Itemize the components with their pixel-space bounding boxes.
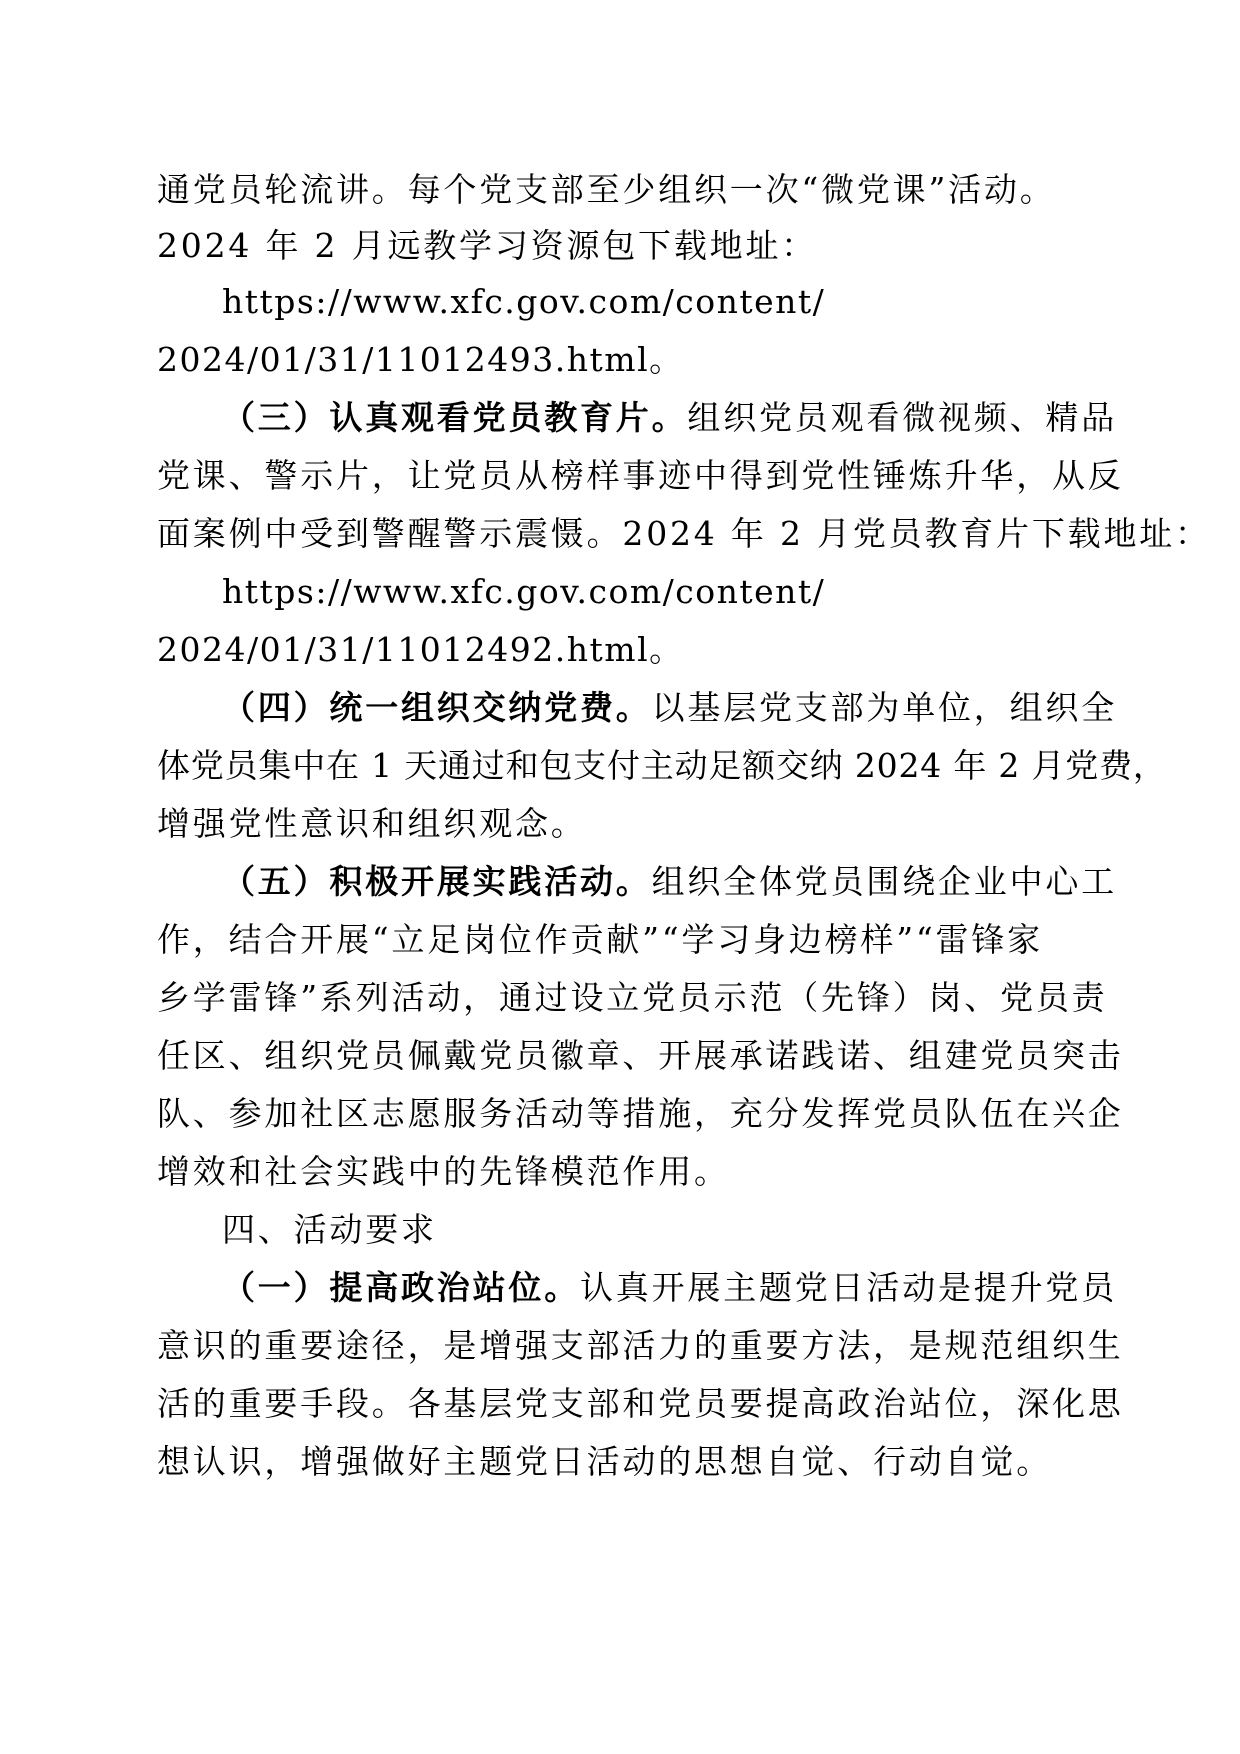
section-heading: （五）积极开展实践活动。	[222, 862, 652, 901]
paragraph-line	[222, 1268, 1117, 1308]
text-line: 面案例中受到警醒警示震慑。2024 年 2 月党员教育片下载地址：	[157, 514, 1211, 553]
text-line: 2024 年 2 月远教学习资源包下载地址：	[157, 226, 818, 265]
download-link[interactable]: 2024/01/31/11012493.html。	[157, 340, 684, 379]
text-line: 党课、警示片，让党员从榜样事迹中得到党性锤炼升华，从反	[157, 456, 1124, 495]
download-link[interactable]: https://www.xfc.gov.com/content/	[222, 282, 826, 321]
paragraph-line	[222, 688, 1117, 728]
text-line: 活的重要手段。各基层党支部和党员要提高政治站位，深化思	[157, 1384, 1124, 1423]
text-line: 队、参加社区志愿服务活动等措施，充分发挥党员队伍在兴企	[157, 1094, 1124, 1133]
text-line: 意识的重要途径，是增强支部活力的重要方法，是规范组织生	[157, 1326, 1124, 1365]
section-heading: （三）认真观看党员教育片。	[222, 398, 688, 437]
section-title: 四、活动要求	[222, 1210, 437, 1249]
text-line: 增强党性意识和组织观念。	[157, 804, 587, 843]
text-line: 作，结合开展“立足岗位作贡献”“学习身边榜样”“雷锋家	[157, 920, 1043, 959]
download-link[interactable]: https://www.xfc.gov.com/content/	[222, 572, 826, 611]
text-line: 体党员集中在 1 天通过和包支付主动足额交纳 2024 年 2 月党费，	[157, 746, 1167, 785]
section-heading: （一）提高政治站位。	[222, 1268, 580, 1307]
text-span: 认真开展主题党日活动是提升党员	[580, 1268, 1117, 1307]
paragraph-line	[222, 862, 1117, 902]
download-link[interactable]: 2024/01/31/11012492.html。	[157, 630, 684, 669]
text-span: 组织全体党员围绕企业中心工	[651, 862, 1118, 901]
text-span: 组织党员观看微视频、精品	[687, 398, 1118, 437]
text-line: 增效和社会实践中的先锋模范作用。	[157, 1152, 730, 1191]
text-line: 任区、组织党员佩戴党员徽章、开展承诺践诺、组建党员突击	[157, 1036, 1124, 1075]
section-heading: （四）统一组织交纳党费。	[222, 688, 652, 727]
text-line: 乡学雷锋”系列活动，通过设立党员示范（先锋）岗、党员责	[157, 978, 1108, 1017]
text-line: 通党员轮流讲。每个党支部至少组织一次“微党课”活动。	[157, 170, 1056, 209]
text-line: 想认识，增强做好主题党日活动的思想自觉、行动自觉。	[157, 1442, 1052, 1481]
paragraph-line	[222, 398, 1117, 438]
text-span: 以基层党支部为单位，组织全	[651, 688, 1118, 727]
